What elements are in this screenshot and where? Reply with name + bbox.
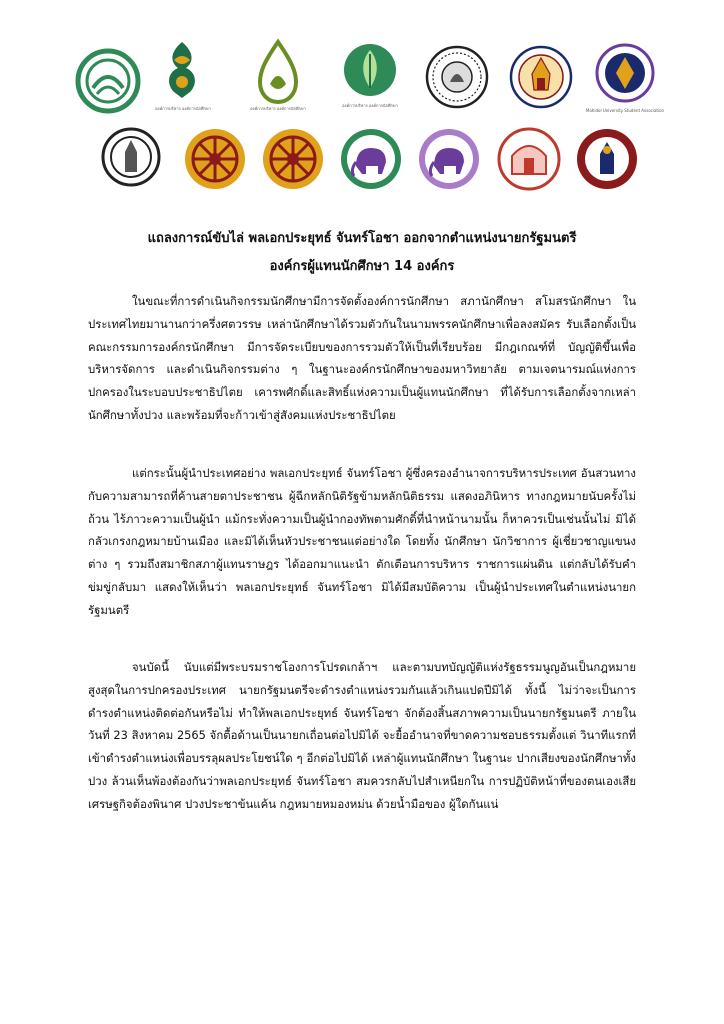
logo-green-leaf-emblem <box>340 40 400 100</box>
logo-round-seal-emblem <box>424 44 490 110</box>
logo-caption: องค์การบริหาร องค์การนักศึกษา <box>250 106 306 111</box>
logo-black-crest-emblem <box>96 124 166 194</box>
paragraph-1-text: ในขณะที่การดำเนินกิจกรรมนักศึกษามีการจัดตั้งองค์การนักศึกษา สภานักศึกษา สโมสรนักศึกษา ในประเทศไทยมานานกว่าครึ่งศตวรรษ เหล่านักศึกษาได้รวมตัวกันในนามพรรคนักศึกษาเพื่อลงสมัคร รับเลือกตั้งเป็นคณะกรรมการองค์กรนักศึกษา มีการจัดระเบียบของการรวมตัวให้เป็นที่เรียบร้อย มีกฎเกณฑ์ที่ บัญญัติขึ้นเพื่อบริหารจัดการ และดำเนินกิจกรรมต่าง ๆ ในฐานะองค์กรนักศึกษาของมหาวิทยาลัย ตามเจตนารมณ์แห่งการปกครองในระบอบประชาธิปไตย เคารพศักดิ์และสิทธิ์แห่งความเป็นผู้แทนนักศึกษา ที่ได้รับการเลือกตั้งจากเหล่านักศึกษาทั้งปวง และพร้อมที่จะก้าวเข้าสู่สังคมแห่งประชาธิปไตย <box>88 294 636 422</box>
logo-green-drop-emblem <box>250 38 306 106</box>
paragraph-3-text: จนบัดนี้ นับแต่มีพระบรมราชโองการโปรดเกล้าฯ และตามบทบัญญัติแห่งรัฐธรรมนูญอันเป็นกฎหมาย สูงสุดในการปกครองประเทศ นายกรัฐมนตรีจะดำรงตำแหน่งรวมกันแล้วเกินแปดปีมิได้ ทั้งนี้ ไม่ว่าจะเป็นการ ดำรงตำแหน่งติดต่อกันหรือไม่ ทำให้พลเอกประยุทธ์ จันทร์โอชา จักต้องสิ้นสภาพความเป็นนายกรัฐมนตรี ภายในวันที่ 23 สิงหาคม 2565 จักตื้อด้านเป็นนายกเถื่อนต่อไปมิได้ จะยื้ออำนาจที่ขาดความชอบธรรมตั้งแต่ วินาทีแรกที่เข้าดำรงตำแหน่งเพื่อบรรลุผลประโยชน์ใด ๆ อีกต่อไปมิได้ เหล่าผู้แทนนักศึกษา ในฐานะ ปากเสียงของนักศึกษาทั้งปวง ล้วนเห็นพ้องต้องกันว่าพลเอกประยุทธ์ จันทร์โอชา สมควรกลับไปสำเหนียกใน การปฏิบัติหน้าที่ของตนเองเสีย เศรษฐกิจต้องพินาศ ปวงประชาข้นแค้น กฎหมายหมองหม่น ด้วยน้ำมือของ ผู้ใดกันแน่ <box>88 660 636 811</box>
paragraph-2 <box>88 462 636 622</box>
logo-banner <box>0 0 724 210</box>
logo-caption: Mahidol University Student Association <box>585 108 665 113</box>
logo-red-arch-emblem <box>496 126 562 192</box>
logo-caption: องค์การบริหาร องค์การนักศึกษา <box>342 103 398 108</box>
logo-green-circle-emblem <box>75 48 141 114</box>
logo-temple-emblem <box>508 44 574 110</box>
statement-title: แถลงการณ์ขับไล่ พลเอกประยุทธ์ จันทร์โอชา ออกจากตำแหน่งนายกรัฐมนตรี <box>147 231 577 246</box>
logo-elephant-purple-emblem <box>416 126 482 192</box>
paragraph-3 <box>88 656 636 816</box>
statement-subtitle: องค์กรผู้แทนนักศึกษา 14 องค์กร <box>269 259 455 274</box>
paragraph-1 <box>88 290 636 427</box>
logo-maroon-crest-emblem <box>572 124 642 194</box>
logo-wheel-emblem-2 <box>260 126 326 192</box>
logo-elephant-green-emblem <box>338 126 404 192</box>
logo-naga-emblem <box>152 38 212 106</box>
logo-caption: องค์การบริหาร องค์การนักศึกษา <box>155 106 211 111</box>
logo-purple-crest-emblem <box>590 40 660 110</box>
paragraph-2-text: แต่กระนั้นผู้นำประเทศอย่าง พลเอกประยุทธ์ จันทร์โอชา ผู้ซึ่งครองอำนาจการบริหารประเทศ อันสวนทางกับความสามารถที่ค้านสายตาประชาชน ผู้ฉีกหลักนิติรัฐข้ามหลักนิติธรรม แสดงอภินิหาร ทางกฎหมายนับครั้งไม่ถ้วน ไร้ภาวะความเป็นผู้นำ แม้กระทั่งความเป็นผู้นำกองทัพตามศักดิ์ที่นำหน้านามนั้น ก็หาควรเป็นเช่นนั้นไม่ มิได้กลัวเกรงกฎหมายบ้านเมือง และมิได้เห็นหัวประชาชนแต่อย่างใด โดยทั้ง นักศึกษา นักวิชาการ ผู้เชี่ยวชาญแขนงต่าง ๆ รวมถึงสมาชิกสภาผู้แทนราษฎร ได้ออกมาแนะนำ ตักเตือนการบริหาร ราชการแผ่นดิน แต่กลับได้รับคำข่มขู่กลับมา แสดงให้เห็นว่า พลเอกประยุทธ์ จันทร์โอชา มิได้มีสมบัติความ เป็นผู้นำประเทศในตำแหน่งนายกรัฐมนตรี <box>88 466 636 617</box>
logo-wheel-emblem-1 <box>182 126 248 192</box>
